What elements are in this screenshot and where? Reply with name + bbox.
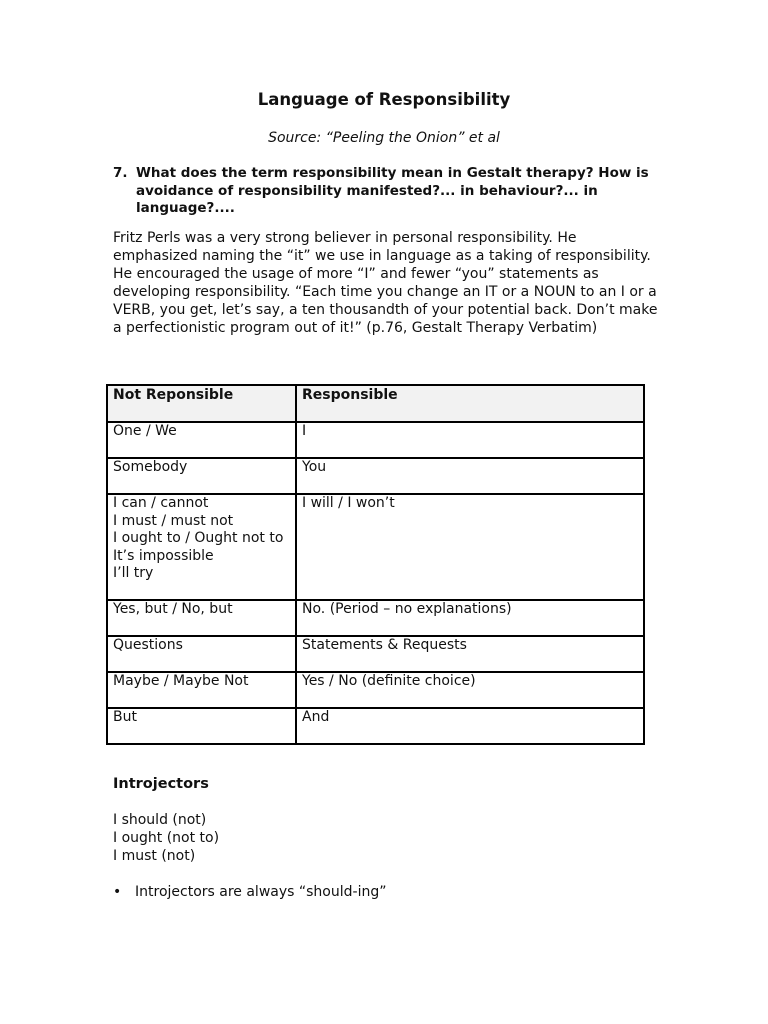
introjectors-bullet-list <box>113 883 386 901</box>
cell-responsible: Statements & Requests <box>296 636 644 672</box>
cell-responsible: And <box>296 708 644 744</box>
introjector-line: I ought (not to) <box>113 830 220 846</box>
table-header-row <box>107 385 644 422</box>
cell-not-responsible: I can / cannot I must / must not I ought to / Ought not to It’s impossible I’ll try <box>107 494 296 600</box>
bullet-text: Introjectors are always “should-ing” <box>135 884 387 900</box>
source-citation: Source: “Peeling the Onion” et al <box>268 130 500 146</box>
cell-not-responsible: But <box>107 708 296 744</box>
cell-not-responsible: Somebody <box>107 458 296 494</box>
question-number: 7. <box>113 165 128 181</box>
cell-not-responsible: Yes, but / No, but <box>107 600 296 636</box>
responsibility-table <box>106 384 645 745</box>
cell-responsible: I <box>296 422 644 458</box>
table-row <box>107 422 644 458</box>
intro-paragraph: Fritz Perls was a very strong believer in personal responsibility. He emphasized naming the “it” we use in language as a taking of responsibility. He encouraged the usage of more “I” and fewer “you” statements as developing responsibility. “Each time you change an IT or a NOUN to an I or a VERB, you get, let’s say, a ten thousandth of your potential back. Don’t make a perfectionistic program out of it!” (p.76, Gestalt Therapy Verbatim) <box>113 230 658 336</box>
page-title: Language of Responsibility <box>257 90 511 109</box>
table-row <box>107 458 644 494</box>
table-row <box>107 672 644 708</box>
table-row <box>107 636 644 672</box>
bullet-icon: • <box>113 884 122 900</box>
header-responsible: Responsible <box>296 385 644 422</box>
cell-not-responsible: Questions <box>107 636 296 672</box>
table-row <box>107 600 644 636</box>
cell-responsible: No. (Period – no explanations) <box>296 600 644 636</box>
table-row <box>107 708 644 744</box>
cell-not-responsible: One / We <box>107 422 296 458</box>
cell-not-responsible: Maybe / Maybe Not <box>107 672 296 708</box>
cell-responsible: Yes / No (definite choice) <box>296 672 644 708</box>
introjectors-heading: Introjectors <box>113 776 209 792</box>
introjector-line: I should (not) <box>113 812 207 828</box>
question-text: What does the term responsibility mean in Gestalt therapy? How is avoidance of responsibility manifested?... in behaviour?... in language?.... <box>136 165 649 216</box>
cell-responsible: I will / I won’t <box>296 494 644 600</box>
cell-responsible: You <box>296 458 644 494</box>
list-item <box>113 883 386 901</box>
introjectors-lines <box>113 811 219 865</box>
table-row <box>107 494 644 600</box>
question-7 <box>113 165 658 218</box>
header-not-responsible: Not Reponsible <box>107 385 296 422</box>
introjector-line: I must (not) <box>113 848 196 864</box>
